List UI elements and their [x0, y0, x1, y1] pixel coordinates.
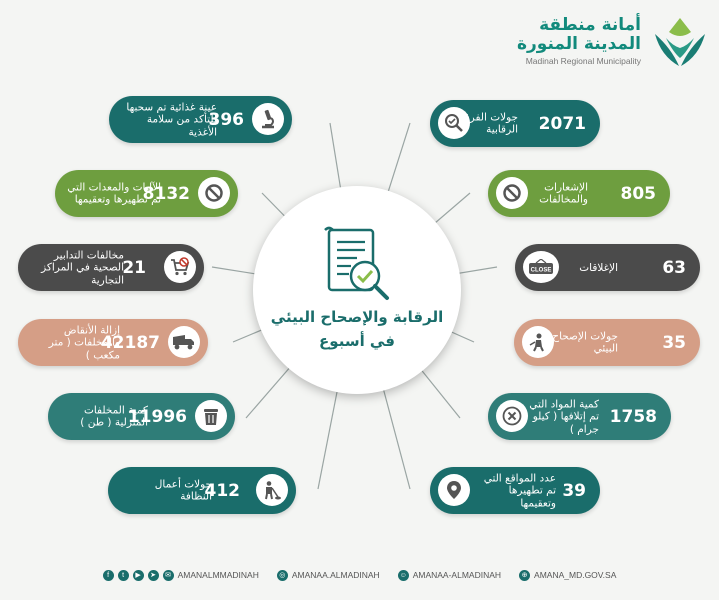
- twitter-icon: t: [118, 570, 129, 581]
- stat-label: جولات أعمال النظافة: [154, 478, 212, 503]
- stat-pill-sanitation-rounds: [514, 319, 700, 366]
- stat-pill-cleaning-rounds: [108, 467, 296, 514]
- youtube-icon: ▶: [133, 570, 144, 581]
- stat-value: 8132: [142, 183, 190, 204]
- stat-pill-food-samples: [109, 96, 292, 143]
- no-shopping-cart-icon: [164, 251, 196, 283]
- stat-value: 396: [208, 109, 244, 130]
- footer-handle-text: AMANALMMADINAH: [177, 570, 259, 580]
- destroyed-materials-icon: [496, 400, 528, 432]
- stat-value: 11996: [127, 406, 187, 427]
- stat-label: الآليات والمعدات التي تم تطهيرها وتعقيمها: [67, 181, 161, 206]
- stat-value: 42187: [100, 332, 160, 353]
- footer-website-text: AMANA_MD.GOV.SA: [534, 570, 617, 580]
- stat-label: جولات الفرق الرقابية: [461, 111, 518, 136]
- stat-pill-closures: [515, 244, 700, 291]
- footer-social-handle[interactable]: [103, 570, 259, 581]
- stat-pill-destroyed-materials: [488, 393, 671, 440]
- stat-label: جولات الإصحاح البيئي: [552, 330, 618, 355]
- stat-pill-notices-violations: [488, 170, 670, 217]
- stat-label: كمية المواد التي تم إتلافها ( كيلو جرام ): [529, 397, 599, 435]
- footer-snapchat-handle[interactable]: [398, 570, 501, 581]
- telegram-icon: ➤: [148, 570, 159, 581]
- center-title-line2: في أسبوع: [319, 332, 395, 350]
- stat-pill-inspection-rounds: [430, 100, 600, 147]
- dump-truck-icon: [168, 326, 200, 358]
- instagram-icon: ◎: [277, 570, 288, 581]
- location-pin-icon: [438, 474, 470, 506]
- stat-value: 805: [620, 183, 656, 204]
- stat-label: مخالفات التدابير الصحية في المراكز التجارية: [41, 248, 124, 286]
- stat-label: الإغلاقات: [579, 261, 618, 274]
- stat-value: 412: [204, 480, 240, 501]
- stat-value: 21: [122, 257, 146, 278]
- street-cleaner-icon: [256, 474, 288, 506]
- stat-label: عينة غذائية تم سحبها للتأكد من سلامة الأغذية: [126, 100, 217, 138]
- logo-english: Madinah Regional Municipality: [525, 56, 641, 66]
- logo-arabic-line1: أمانة منطقة: [539, 15, 641, 35]
- footer-handle-text: AMANAA.ALMADINAH: [291, 570, 380, 580]
- prohibited-icon: [198, 177, 230, 209]
- footer-instagram-handle[interactable]: [277, 570, 380, 581]
- stat-value: 35: [662, 332, 686, 353]
- logo-arabic-line2: المدينة المنورة: [516, 34, 641, 54]
- stat-pill-disinfected-vehicles: [55, 170, 238, 217]
- trash-bin-icon: [195, 400, 227, 432]
- facebook-icon: f: [103, 570, 114, 581]
- stat-label: الإشعارات والمخالفات: [539, 181, 588, 206]
- stat-pill-debris-removal: [18, 319, 208, 366]
- stat-pill-health-violations: [18, 244, 204, 291]
- stat-pill-sanitized-sites: [430, 467, 600, 514]
- footer-handle-text: AMANAA-ALMADINAH: [412, 570, 502, 580]
- close-sign-icon: [523, 251, 559, 283]
- microscope-icon: [252, 103, 284, 135]
- social-footer: [0, 565, 719, 585]
- stat-label: عدد المواقع التي تم تطهيرها وتعقيمها: [483, 471, 556, 509]
- center-title-line1: الرقابة والإصحاح البيئي: [270, 308, 444, 326]
- stat-label: إزالة الأنقاض والمخلفات ( متر مكعب ): [48, 323, 120, 361]
- center-title-circle: [253, 186, 461, 394]
- footer-website-link[interactable]: [519, 570, 616, 581]
- email-icon: ✉: [163, 570, 174, 581]
- stat-value: 1758: [609, 406, 657, 427]
- stat-pill-household-waste: [48, 393, 235, 440]
- stat-value: 39: [562, 480, 586, 501]
- globe-icon: ⊕: [519, 570, 530, 581]
- stat-value: 63: [662, 257, 686, 278]
- stat-label: كمية المخلفات المنزلية ( طن ): [80, 404, 148, 429]
- svg-text:CLOSE: CLOSE: [530, 267, 552, 274]
- stat-value: 2071: [538, 113, 586, 134]
- checklist-magnifier-icon: [317, 226, 397, 306]
- snapchat-icon: ☺: [399, 571, 407, 579]
